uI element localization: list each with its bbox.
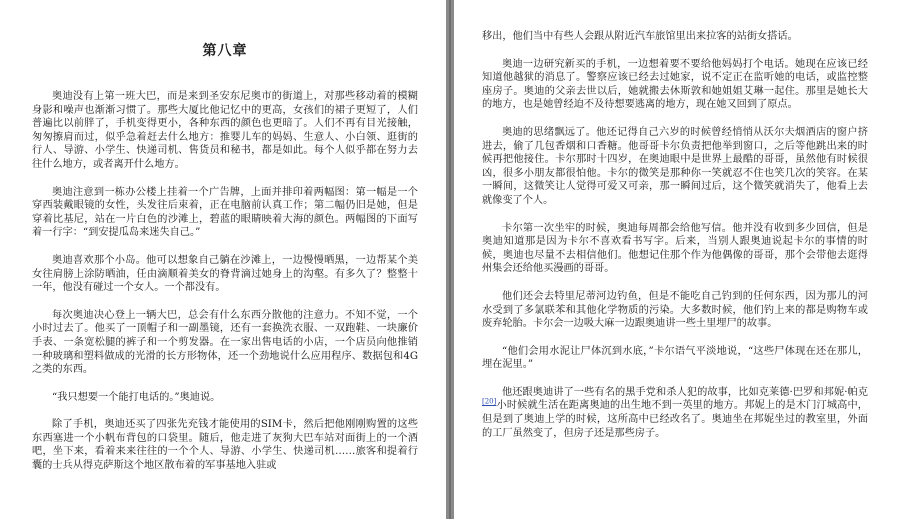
paragraph: 每次奥迪决心登上一辆大巴，总会有什么东西分散他的注意力。不知不觉，一个小时过去了。他买了一顶帽子和一副墨镜，还有一套换洗衣服、一双跑鞋、一块廉价手表、一条宽松腿的裤子和一个剪发器。在一家出售电话的小店，一个店员向他推销一种玻璃和塑料做成的光滑的长方形物体，还一个劲地说什么应用程序、数据包和4G之类的东西。 [32,309,418,376]
paragraph: 他们还会去特里尼蒂河边钓鱼，但是不能吃自己钓到的任何东西，因为那儿的河水受到了多氯联苯和其他化学物质的污染。大多数时候，他们钓上来的都是购物车或废弃轮胎。卡尔会一边吸大麻一边跟奥迪讲一些土里埋尸的故事。 [482,290,868,330]
page-divider [449,0,451,519]
paragraph: 奥迪一边研究新买的手机，一边想着要不要给他妈妈打个电话。她现在应该已经知道他越狱的消息了。警察应该已经去过她家，说不定正在监听她的电话，或监控整座房子。奥迪的父亲去世以后，她就搬去休斯敦和她姐姐艾琳一起住。那里是她长大的地方，也是她曾经迫不及待想要逃离的地方，现在她又回到了原点。 [482,58,868,111]
left-page [0,0,446,519]
paragraph-text: 小时候就生活在距离奥迪的出生地不到一英里的地方。邦妮上的是木门汀城高中，但是到了奥迪上学的时候，这所高中已经改名了。奥迪坐在邦妮坐过的教室里，外面的工厂虽然变了，但房子还是那些房子。 [482,400,868,439]
paragraph: “他们会用水泥让尸体沉到水底，”卡尔语气平淡地说，“这些尸体现在还在那儿，埋在泥里。” [482,345,868,371]
chapter-title: 第八章 [202,43,248,59]
paragraph: 奥迪的思绪飘远了。他还记得自己六岁的时候曾经悄悄从沃尔夫烟酒店的窗户挤进去，偷了几包香烟和口香糖。他哥哥卡尔负责把他举到窗口，之后等他跳出来的时候再把他接住。卡尔那时十四岁，在奥迪眼中是世界上最酷的哥哥，虽然他有时候很凶，很多小朋友都很怕他。卡尔的微笑是那种你一笑就忍不住也笑几次的笑容。在某一瞬间，这微笑让人觉得可爱又可亲，那一瞬间过后，这个微笑就消失了，他看上去就像变了个人。 [482,126,868,206]
paragraph: 奥迪没有上第一班大巴，而是来到圣安东尼奥市的街道上，对那些移动着的模糊身影和噪声也渐渐习惯了。那些大厦比他记忆中的更高，女孩们的裙子更短了，人们普遍比以前胖了，手机变得更小，各种东西的颜色也更暗了。人们不再有目光接触，匆匆擦肩而过，似乎急着赶去什么地方：推婴儿车的妈妈、生意人、小白领、逛街的行人、导游、小学生、快递司机、售货员和秘书，都是如此。每个人似乎都在努力去往什么地方，或者离开什么地方。 [32,91,418,170]
paragraph-continued: 移出，他们当中有些人会跟从附近汽车旅馆里出来拉客的站街女搭话。 [482,31,798,42]
paragraph: 奥迪注意到一栋办公楼上挂着一个广告牌，上面并排印着两幅图：第一幅是一个穿西装戴眼镜的女性，头发往后束着，正在电脑前认真工作；第二幅仍旧是她，但是穿着比基尼，站在一片白色的沙滩上，碧蓝的眼睛映着大海的颜色。两幅图的下面写着一行字：“到安提瓜岛来迷失自己。” [32,186,418,239]
paragraph: 除了手机，奥迪还买了四张先充钱才能使用的SIM卡，然后把他刚刚购置的这些东西塞进一个小帆布背包的口袋里。随后，他走进了灰狗大巴车站对面街上的一个酒吧，坐下来，看着来来往往的一个个人、导游、小学生、快递司机……旅客和提着行囊的士兵从得克萨斯这个地区散布着的军事基地入驻或 [32,419,418,472]
footnote-link[interactable]: [20] [482,398,497,407]
paragraph: “我只想要一个能打电话的。”奥迪说。 [52,391,221,403]
paragraph: 奥迪喜欢那个小岛。他可以想象自己躺在沙滩上，一边慢慢晒黑，一边帮某个美女往肩膀上涂防晒油，任由滴顺着美女的脊背滴过她身上的沟壑。有多久了？整整十一年，他没有碰过一个女人。一个都没有。 [32,254,418,294]
paragraph-with-footnote [482,386,868,440]
paragraph-text: 他还跟奥迪讲了一些有名的黑手党和杀人犯的故事，比如克莱德·巴罗和邦妮·帕克 [502,386,868,398]
paragraph: 卡尔第一次坐牢的时候，奥迪每周都会给他写信。他并没有收到多少回信，但是奥迪知道那是因为卡尔不喜欢看书写字。后来，当别人跟奥迪说起卡尔的事情的时候，奥迪也尽量不去相信他们。他想记住那个作为他偶像的哥哥，那个会带他去逛得州集会还给他买漫画的哥哥。 [482,222,868,275]
right-page [454,0,900,519]
